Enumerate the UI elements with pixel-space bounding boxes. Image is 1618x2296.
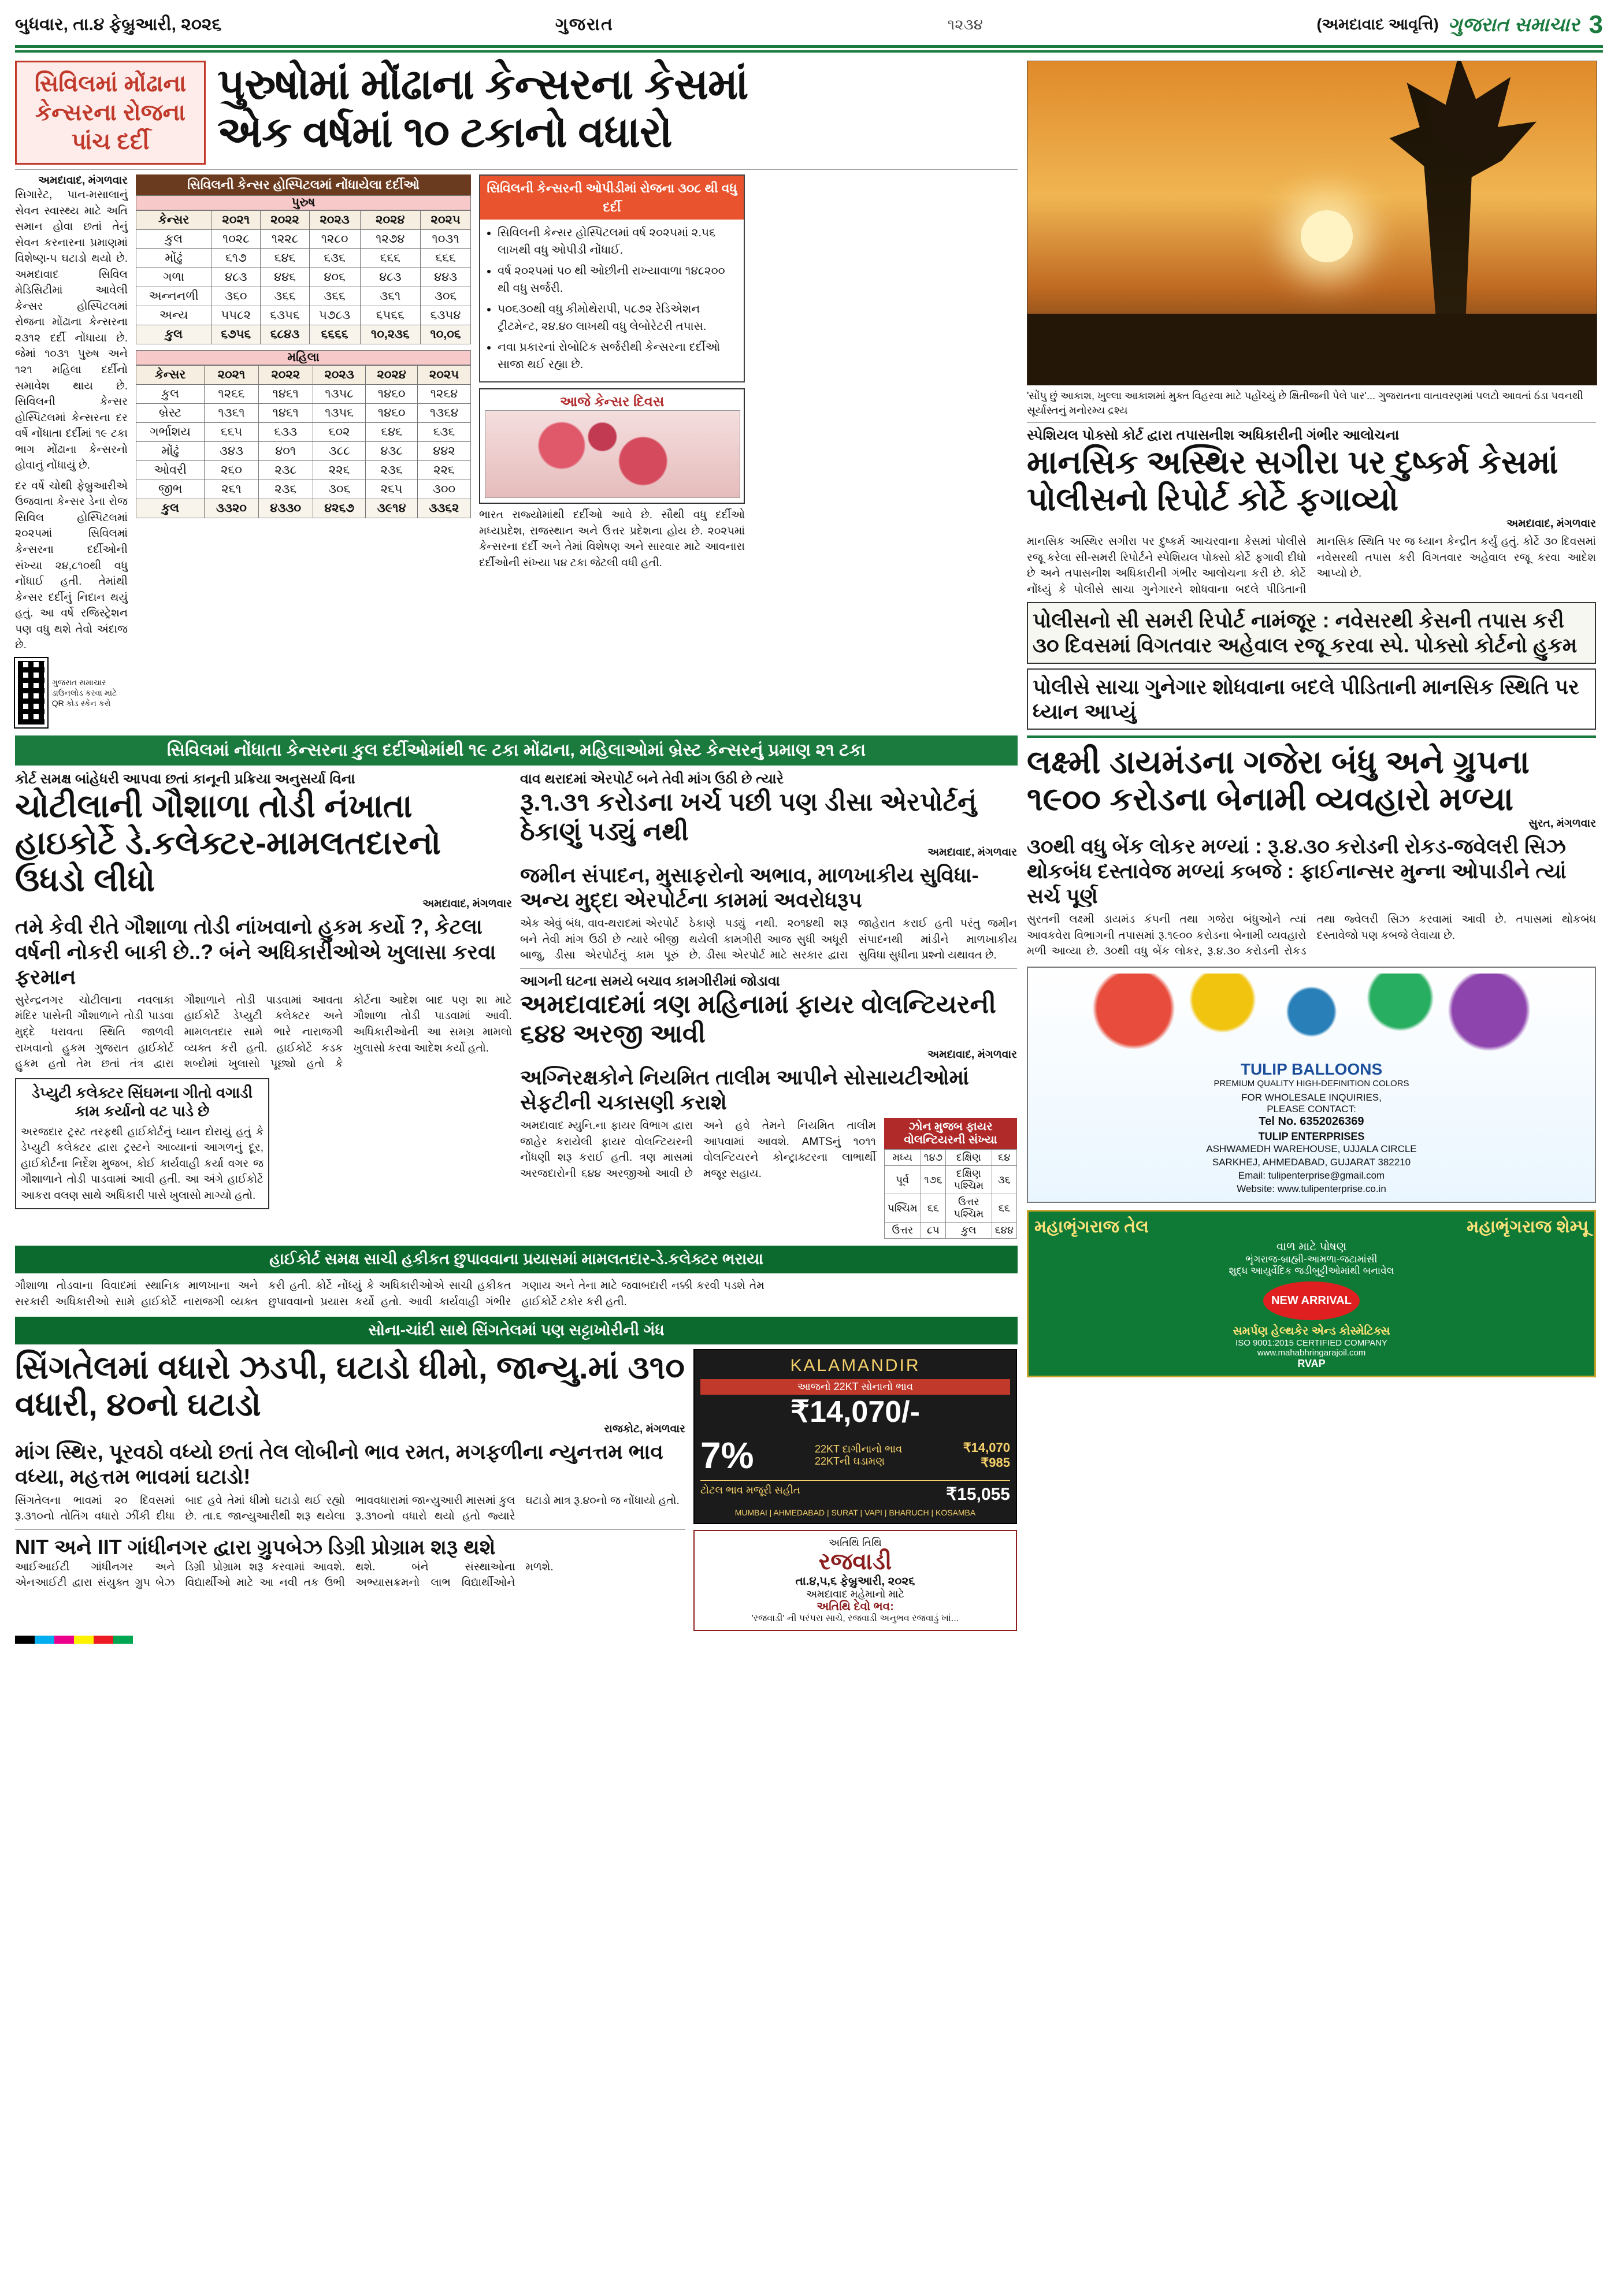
ad-tulip-addr2: SARKHEJ, AHMEDABAD, GUJARAT 382210 — [1212, 1156, 1411, 1168]
story-fire-body: અમદાવાદ મ્યુનિ.ના ફાયર વિભાગ દ્વારા જાહેર કરાયેલી ફાયર વોલન્ટિયરની નોંધણી શરૂ કરાઈ હતી. ત્રણ માસમાં અરજદારોની ૬૪૪ અરજીઓ આવી છે અને હવે તેમને નિયમિત તાલીમ આપવામાં આવશે. AMTSનું ૧૦૧૧ વોલન્ટિયરને કોન્ટ્રાક્ટરના લાભાર્થી મજૂર સહાય. — [520, 1120, 876, 1180]
table-row — [136, 211, 471, 230]
lead-headline-block — [15, 61, 1018, 165]
ad-kalamandir-cities: MUMBAI | AHMEDABAD | SURAT | VAPI | BHARUCH | KOSAMBA — [734, 1508, 976, 1518]
ad-kalamandir-total: ₹15,055 — [946, 1485, 1010, 1504]
story-nit-headline: NIT અને IIT ગાંધીનગર દ્વારા ગ્રુપબેઝ ડિગ્રી પ્રોગ્રામ શરૂ થશે — [15, 1535, 496, 1559]
list-item: • સિવિલની કેન્સર હોસ્પિટલમાં વર્ષ ૨૦૨૫માં ૨.૫૬ લાખથી વધુ ઓપીડી નોંધાઈ. — [498, 224, 739, 259]
table-row: અન્ય ૫૫૮૨ ૬૩૫૬ ૫૭૮૩ ૬૫૬૬ ૬૩૫૪ — [136, 306, 471, 325]
list-item: • નવા પ્રકારનાં રોબોટિક સર્જરીથી કેન્સરના દર્દીઓ સાજા થઈ રહ્યા છે. — [498, 339, 739, 373]
cancer-table-title: સિવિલની કેન્સર હોસ્પિટલમાં નોંધાયેલા દર્દીઓ — [136, 174, 471, 195]
table-row: પશ્ચિમ ૬૬ ઉત્તર પશ્ચિમ ૬૬ — [885, 1194, 1017, 1223]
ad-kalamandir-offer-label: આજનો 22KT સોનાનો ભાવ — [700, 1379, 1010, 1395]
masthead-logo: ગુજરાત સમાચાર — [1448, 13, 1580, 36]
ad-rajwadi-note: 'રજવાડી' ની પરંપરા સાચે, રજવાડી અનુભવ રજવાડું ખાં... — [751, 1614, 959, 1624]
story-gaushala-sidebar-title: ડેપ્યુટી કલેક્ટર સિંઘમના ગીતો વગાડી કામ કર્યાનો વટ પાડે છે — [31, 1083, 253, 1120]
ad-rajwadi-date: તા.૪,૫,૬ ફેબ્રુઆરી, ૨૦૨૬ — [795, 1575, 915, 1588]
table-row: ગર્ભાશય ૬૬૫ ૬૩૩ ૬૦૨ ૬૪૬ ૬૩૬ — [136, 423, 471, 442]
table-men-caption: પુરુષ — [136, 195, 471, 210]
hc-ribbon: હાઈકોર્ટ સમક્ષ સાચી હકીકત છુપાવવાના પ્રયાસમાં મામલતદાર-ડે.કલેક્ટર ભરાયા — [15, 1246, 1018, 1273]
story-fire-byline: અમદાવાદ, મંગળવાર — [927, 1049, 1017, 1061]
oil-ribbon: સોના-ચાંદી સાથે સિંગતેલમાં પણ સટ્ટાખોરીની ગંધ — [15, 1317, 1018, 1344]
ad-kalamandir-v1: ₹14,070 — [963, 1440, 1010, 1455]
lead-redbox-text: સિવિલમાં મોંઢાના કેન્સરના રોજના પાંચ દર્દી — [34, 71, 187, 154]
story-oil-byline: રાજકોટ, મંગળવાર — [604, 1423, 685, 1436]
ad-rajwadi-small: અતિથિ તિથિ — [829, 1537, 882, 1549]
qr-code-icon[interactable] — [15, 658, 47, 727]
sun-icon — [1301, 210, 1353, 262]
story-gaushala-sidebar-body: અરજદાર ટ્રસ્ટ તરફથી હાઈકોર્ટનું ધ્યાન દોરાયું હતું કે ડેપ્યુટી કલેક્ટર દ્વારા ટ્રસ્ટને આવ્યાનાં આગળનું દૂર, હાઈકોર્ટના નિર્દેશ મુજબ, કોઈ કાર્યવાહી કર્યા વગર જ ગૌશાળાને તોડી પાડવામાં આવી હતી. આ અંગે હાઈકોર્ટે આકરા વલણ સાથે અધિકારી પાસે ખુલાસો માગ્યો હતો. — [21, 1125, 264, 1202]
lead-text-column — [15, 174, 128, 727]
right-column — [1027, 61, 1596, 1644]
page-number: 3 — [1589, 10, 1603, 39]
ad-kalamandir-total-label: ટોટલ ભાવ મજૂરી સહીત — [700, 1484, 800, 1496]
th: ૨૦૨૨ — [261, 211, 309, 230]
story-oil-headline: સિંગતેલમાં વધારો ઝડપી, ઘટાડો ધીમો, જાન્યુ.માં ૩૧૦ વધારી, ૪૦નો ઘટાડો — [15, 1349, 685, 1423]
ad-tulip-addr1: ASHWAMEDH WAREHOUSE, UJJALA CIRCLE — [1206, 1143, 1417, 1154]
story-pocso-sub2: પોલીસે સાચા ગુનેગાર શોધવાના બદલે પીડિતાની માનસિક સ્થિતિ પર ધ્યાન આપ્યું — [1033, 674, 1579, 723]
cancer-day-box — [479, 388, 745, 504]
ad-rajwadi-tag: અતિથિ દેવો ભવ: — [817, 1600, 894, 1614]
table-row: પૂર્વ ૧૭૬ દક્ષિણ પશ્ચિમ ૩૬ — [885, 1166, 1017, 1194]
lead-headline-line1: પુરુષોમાં મોંઢાના કેન્સરના કેસમાં — [217, 60, 748, 108]
photo-caption: 'સોંપુ છું આકાશ, ખુલ્લા આકાશમાં મુક્ત વિહરવા માટે પહોંચ્યું છે ક્ષિતીજની પેલે પાર'... ગુજરાતના વાતાવરણમાં પલટો આવતાં ઠંડા પવનથી સૂર્યાસ્તનું મનોરમ્ય દ્રશ્ય — [1027, 390, 1583, 417]
list-item: • ૫૦૬૩૦થી વધુ કીમોથેરાપી, ૫૮૭૨ રેડિએશન ટ્રીટમેન્ટ, ૨૪.૪૦ લાખથી વધુ લેબોરેટરી તપાસ. — [498, 300, 739, 335]
table-row: ગળા ૪૮૩ ૪૪૬ ૪૦૬ ૪૮૩ ૪૪૩ — [136, 268, 471, 287]
story-gaushala — [15, 771, 512, 1210]
story-pocso-sub1: પોલીસનો સી સમરી રિપોર્ટ નામંજૂર : નવેસરથી કેસની તપાસ કરી ૩૦ દિવસમાં વિગતવાર અહેવાલ રજૂ કરવા સ્પે. પોક્સો કોર્ટનો હુકમ — [1033, 608, 1578, 657]
th: કેન્સર — [136, 211, 211, 230]
ad-oil-company: સમર્પણ હેલ્થકેર એન્ડ કોસ્મેટિક્સ — [1233, 1324, 1390, 1338]
th: ૨૦૨૫ — [421, 211, 471, 230]
table-row: મોંઢું ૩૪૩ ૪૦૧ ૩૮૮ ૪૩૮ ૪૪૨ — [136, 442, 471, 461]
ad-tulip-sub: PREMIUM QUALITY HIGH-DEFINITION COLORS — [1214, 1078, 1409, 1088]
green-ribbon: સિવિલમાં નોંધાતા કેન્સરના કુલ દર્દીઓમાંથી ૧૯ ટકા મોંઢાના, મહિલાઓમાં બ્રેસ્ટ કેન્સરનું પ્રમાણ ૨૧ ટકા — [15, 735, 1018, 766]
cancer-day-text: ભારત રાજ્યોમાંથી દર્દીઓ આવે છે. સૌથી વધુ દર્દીઓ મધ્યપ્રદેશ, રાજસ્થાન અને ઉત્તર પ્રદેશના હોય છે. ૨૦૨૫માં કેન્સરના દર્દી અને તેમાં વિશેષણ અને સારવાર માટે આવનારા દર્દીઓની સંખ્યા ૫૪ ટકા જેટલી વધી હતી. — [479, 509, 745, 569]
ad-tulip-title: TULIP BALLOONS — [1240, 1060, 1383, 1078]
masthead — [15, 10, 1603, 48]
ad-rajwadi-city: અમદાવાદ મહેમાનો માટે — [806, 1588, 904, 1600]
table-row: ઉત્તર ૮૫ કુલ ૬૪૪ — [885, 1223, 1017, 1239]
ad-oil-logo: RVAP — [1297, 1357, 1326, 1369]
story-airport-byline: અમદાવાદ, મંગળવાર — [927, 846, 1017, 859]
masthead-section: ગુજરાત — [555, 15, 614, 34]
tree-silhouette — [1346, 61, 1563, 333]
table-row: અન્નનળી ૩૬૦ ૩૬૬ ૩૬૬ ૩૬૧ ૩૦૬ — [136, 287, 471, 306]
main-column — [15, 61, 1018, 1644]
opd-box-title: સિવિલની કેન્સરની ઓપીડીમાં રોજના ૩૦૮ થી વધુ દર્દી — [480, 176, 744, 220]
story-airport-sub: જમીન સંપાદન, મુસાફરોનો અભાવ, માળખાકીય સુવિધા-અન્ય મુદ્દા એરપોર્ટના કામમાં અવરોધરૂપ — [520, 863, 979, 912]
ad-tulip-email[interactable]: Email: tulipenterprise@gmail.com — [1238, 1169, 1385, 1181]
table-row: જીભ ૨૬૧ ૨૩૬ ૩૦૬ ૨૬૫ ૩૦૦ — [136, 480, 471, 499]
table-row: કુલ ૧૦૨૮ ૧૨૨૮ ૧૨૮૦ ૧૨૭૪ ૧૦૩૧ — [136, 230, 471, 249]
story-gaushala-headline: ચોટીલાની ગૌશાળા તોડી નંખાતા હાઇકોર્ટે ડે.કલેક્ટર-મામલતદારનો ઉધડો લીધો — [15, 787, 441, 898]
sunset-photo — [1027, 61, 1597, 385]
balloons-image — [1034, 974, 1589, 1060]
story-diamond-byline: સુરત, મંગળવાર — [1528, 817, 1596, 830]
story-hc-body: ગૌશાળા તોડવાના વિવાદમાં સ્થાનિક માળખાના અને સરકારી અધિકારીઓ સામે હાઈકોર્ટે નારાજગી વ્યક્ત કરી હતી. કોર્ટે નોંધ્યું કે અધિકારીઓએ સાચી હકીકત છુપાવવાનો પ્રયાસ કર્યો હતો. આવી કાર્યવાહી ગંભીર ગણાય અને તેના માટે જવાબદારી નક્કી કરવી પડશે તેમ હાઈકોર્ટે ટકોર કરી હતી. — [15, 1280, 765, 1308]
ad-oil-tag: વાળ માટે પોષણ — [1276, 1240, 1347, 1253]
ad-tulip-line1: FOR WHOLESALE INQUIRIES, — [1241, 1091, 1382, 1103]
opd-box — [479, 174, 745, 382]
story-airport-body: એક એવું બંધ, વાવ-થરાદમાં એરપોર્ટ બને તેવી માંગ ઉઠી છે ત્યારે બીજી બાજુ, ડીસા એરપોર્ટનું કામ પૂરું ઠેકાણે પડ્યું નથી. ૨૦૧૪થી શરૂ થયેલી કામગીરી આજ સુધી અધૂરી છે. ડીસા એરપોર્ટ માટે સરકાર દ્વારા જાહેરાત કરાઈ હતી પરંતુ જમીન સંપાદનથી માંડીને માળખાકીય સુવિધા સુધીના પ્રશ્નો યથાવત છે. — [520, 917, 1017, 962]
th: ૨૦૨૧ — [211, 211, 261, 230]
story-nit-body: આઈઆઈટી ગાંધીનગર અને એનઆઈટી દ્વારા સંયુક્ત ગ્રુપ બેઝ ડિગ્રી પ્રોગ્રામ શરૂ કરવામાં આવશે. વિદ્યાર્થીઓ માટે આ નવી તક ઉભી થશે. બંને સંસ્થાઓના અભ્યાસક્રમનો લાભ વિદ્યાર્થીઓને મળશે. — [15, 1561, 554, 1589]
story-oil-body: સિંગતેલના ભાવમાં ૨૦ દિવસમાં રૂ.૩૧૦નો તોતિંગ વધારો ઝીંકી દીધા બાદ હવે તેમાં ધીમો ઘટાડો થઈ રહ્યો છે. તા.૬ જાન્યુઆરીથી શરૂ થયેલા ભાવવધારામાં જાન્યુઆરી માસમાં કુલ રૂ.૩૧૦નો વધારો થયો હતો જ્યારે ઘટાડો માત્ર રૂ.૪૦નો જ નોંધાયો હતો. — [15, 1494, 680, 1523]
ad-oil-line1: ભૃંગરાજ-બ્રાહ્મી-આમળા-જટામાંસી — [1245, 1253, 1378, 1265]
ad-kalamandir-price: ₹14,070/- — [791, 1395, 920, 1429]
th: ૨૦૨૪ — [360, 211, 421, 230]
zone-table-title: ઝોન મુજબ ફાયર વોલન્ટિયરની સંખ્યા — [884, 1118, 1017, 1149]
table-row: મધ્ય ૧૪૭ દક્ષિણ ૬૪ — [885, 1150, 1017, 1166]
table-row: મોંઢું ૬૧૭ ૬૪૬ ૬૩૬ ૬૬૬ ૬૬૬ — [136, 249, 471, 268]
ad-oil-brand1: મહાભૃંગરાજ તેલ — [1034, 1217, 1149, 1236]
qr-caption: ગુજરાત સમાચાર ડાઉનલોડ કરવા માટે QR કોડ સ્કેન કરો — [51, 677, 117, 708]
story-fire-kicker: આગની ઘટના સમયે બચાવ કામગીરીમાં જોડાવા — [520, 973, 780, 989]
cancer-day-title: આજે કેન્સર દિવસ — [559, 394, 665, 410]
masthead-folio: ૧૨૩૪ — [947, 16, 983, 33]
story-pocso-kicker: સ્પેશિયલ પોક્સો કોર્ટ દ્વારા તપાસનીશ અધિકારીની ગંભીર આલોચના — [1027, 428, 1400, 444]
zone-table — [884, 1149, 1017, 1239]
ad-oil-iso: ISO 9001:2015 CERTIFIED COMPANY — [1235, 1338, 1387, 1348]
lead-intro-2: દર વર્ષે ચોથી ફેબ્રુઆરીએ ઉજવાતા કેન્સર ડેના રોજ સિવિલ હોસ્પિટલમાં ૨૦૨૫માં સિવિલમાં કેન્સરના દર્દીઓની સંખ્યા ૨૪,૮૧૦થી વધુ નોંધાઈ હતી. તેમાંથી કેન્સર દર્દીનું નિદાન થયું હતું. આ વર્ષે રજિસ્ટ્રેશન પણ વધુ થશે તેવો અંદાજ છે. — [15, 480, 128, 652]
story-gaushala-body: સુરેન્દ્રનગર ચોટીલાના નવલાકા મંદિર પાસેની ગૌશાળાને તોડી પાડવા મુદ્દે ધરાવતા સ્થિતિ જાળવી રાખવાનો હુકમ ગુજરાત હાઈકોર્ટ હુકમ હતો તેમ છતાં તંત્ર દ્વારા ગૌશાળાને તોડી પાડવામાં આવતા હાઈકોર્ટે ડેપ્યુટી કલેક્ટર અને મામલતદાર સામે ભારે નારાજગી વ્યક્ત કરી હતી. હાઈકોર્ટે કડક શબ્દોમાં ખુલાસો પૂછ્યો હતો કે કોર્ટના આદેશ બાદ પણ શા માટે ગૌશાળા તોડી પાડવામાં આવી. અધિકારીઓની આ સમગ્ર મામલો ખુલાસો કરવા આદેશ કર્યો હતો. — [15, 994, 512, 1071]
ad-kalamandir-percent: 7% — [700, 1435, 754, 1477]
table-row: કુલ ૧૨૬૬ ૧૪૬૧ ૧૩૫૮ ૧૪૬૦ ૧૨૬૪ — [136, 385, 471, 404]
story-airport-headline: રૂ.૧.૩૧ કરોડના ખર્ચ પછી પણ ડીસા એરપોર્ટનું ઠેકાણું પડ્યું નથી — [520, 787, 977, 846]
ad-tulip-company: TULIP ENTERPRISES — [1258, 1130, 1365, 1142]
story-diamond-headline: લક્ષ્મી ડાયમંડના ગજેરા બંધુ અને ગ્રુપના ૧૯૦૦ કરોડના બેનામી વ્યવહારો મળ્યા — [1027, 743, 1530, 817]
table-women — [136, 365, 471, 518]
story-fire-sub: અગ્નિરક્ષકોને નિયમિત તાલીમ આપીને સોસાયટીઓમાં સેફટીની ચકાસણી કરાશે — [520, 1065, 969, 1114]
table-women-caption: મહિલા — [136, 350, 471, 365]
story-pocso-headline: માનસિક અસ્થિર સગીરા પર દુષ્કર્મ કેસમાં પોલીસનો રિપોર્ટ કોર્ટે ફગાવ્યો — [1027, 444, 1558, 518]
ad-rajwadi[interactable] — [693, 1530, 1017, 1631]
masthead-date: બુધવાર, તા.૪ ફેબ્રુઆરી, ૨૦૨૬ — [15, 15, 222, 34]
ad-tulip-tel[interactable]: Tel No. 6352026369 — [1259, 1114, 1364, 1128]
masthead-edition: (અમદાવાદ આવૃત્તિ) — [1316, 16, 1439, 33]
table-row: કુલ ૬૭૫૬ ૬૮૪૩ ૬૬૬૬ ૧૦,૨૩૬ ૧૦,૦૬ — [136, 325, 471, 344]
story-pocso-body: માનસિક અસ્થિર સગીરા પર દુષ્કર્મ આચરવાના કેસમાં પોલીસે રજૂ કરેલા સી-સમરી રિપોર્ટને સ્પેશિયલ પોક્સો કોર્ટે ફગાવી દીધો છે અને તપાસનીશ અધિકારીની ગંભીર આલોચના કરી છે. કોર્ટે નોંધ્યું કે પોલીસે સાચા ગુનેગારને શોધવાના બદલે પીડિતાની માનસિક સ્થિતિ પર જ ધ્યાન કેન્દ્રીત કર્યું હતું. કોર્ટે ૩૦ દિવસમાં નવેસરથી તપાસ કરી વિગતવાર અહેવાલ રજૂ કરવા આદેશ આપ્યો છે. — [1027, 536, 1596, 596]
ad-kalamandir-l2: 22KTની ઘડામણ — [814, 1455, 885, 1467]
story-diamond-sub: ૩૦થી વધુ બેંક લોકર મળ્યાં : રૂ.૪.૩૦ કરોડની રોકડ-જવેલરી સિઝ થોકબંધ દસ્તાવેજ મળ્યાં કબજે : ફાઈનાન્સર મુન્ના ઓપાડીને ત્યાં સર્ચ પૂર્ણ — [1027, 834, 1567, 908]
ad-mahabhringraj[interactable] — [1027, 1210, 1596, 1377]
ad-tulip-balloons[interactable] — [1027, 967, 1596, 1203]
cancer-tables — [136, 174, 471, 518]
table-row: ઓવરી ૨૬૦ ૨૩૮ ૨૨૬ ૨૩૬ ૨૨૬ — [136, 461, 471, 480]
table-row: બ્રેસ્ટ ૧૩૬૧ ૧૪૬૧ ૧૩૫૬ ૧૪૬૦ ૧૩૬૪ — [136, 404, 471, 423]
story-diamond-body: સુરતની લક્ષ્મી ડાયમંડ કંપની તથા ગજેરા બંધુઓને ત્યાં આવકવેરા વિભાગની તપાસમાં રૂ.૧૯૦૦ કરોડના બેનામી વ્યવહારો મળી આવ્યા છે. ૩૦થી વધુ બેંક લોકર, રૂ.૪.૩૦ કરોડની રોકડ તથા જ્વેલરી સિઝ કરવામાં આવી છે. તપાસમાં થોકબંધ દસ્તાવેજો પણ કબજે લેવાયા છે. — [1027, 913, 1596, 958]
ad-oil-line2: શુદ્ધ આયુર્વેદિક જડીબુટ્ટીઓમાંથી બનાવેલ — [1229, 1265, 1394, 1276]
ad-kalamandir-brand: KALAMANDIR — [790, 1356, 921, 1376]
ad-oil-web[interactable]: www.mahabhringarajoil.com — [1257, 1347, 1366, 1358]
story-fire-headline: અમદાવાદમાં ત્રણ મહિનામાં ફાયર વોલન્ટિયરની ૬૪૪ અરજી આવી — [520, 990, 996, 1048]
table-row: કુલ ૩૩૨૦ ૪૩૩૦ ૪૨૬૭ ૩૯૧૪ ૩૩૬૨ — [136, 499, 471, 518]
story-pocso-byline: અમદાવાદ, મંગળવાર — [1506, 518, 1596, 530]
story-airport-kicker: વાવ થરાદમાં એરપોર્ટ બને તેવી માંગ ઉઠી છે ત્યારે — [520, 771, 784, 787]
ad-kalamandir-l1: 22KT દાગીનાનો ભાવ — [814, 1443, 903, 1455]
ad-tulip-web[interactable]: Website: www.tulipenterprise.co.in — [1237, 1183, 1386, 1194]
lead-headline-line2: એક વર્ષમાં ૧૦ ટકાનો વધારો — [217, 107, 672, 156]
ad-rajwadi-brand: રજવાડી — [818, 1549, 892, 1575]
cmyk-registration-marks — [15, 1636, 1018, 1644]
cancer-cells-image — [485, 410, 740, 498]
story-airport — [520, 771, 1017, 1239]
list-item: • વર્ષ ૨૦૨૫માં ૫૦ થી ઓછીની રાખ્યાવાળા ૧૪૮૨૦૦ થી વધુ સર્જરી. — [498, 262, 739, 297]
story-oil-sub: માંગ સ્થિર, પૂરવઠો વધ્યો છતાં તેલ લોબીનો ભાવ રમત, મગફળીના ન્યુનત્તમ ભાવ વધ્યા, મહત્તમ ભાવમાં ઘટાડો! — [15, 1440, 663, 1489]
ad-oil-brand2: મહાભૃંગરાજ શેમ્પૂ — [1467, 1217, 1589, 1236]
opd-column — [479, 174, 745, 571]
lead-byline: અમદાવાદ, મંગળવાર — [38, 174, 128, 187]
story-gaushala-byline: અમદાવાદ, મંગળવાર — [422, 898, 512, 911]
table-men — [136, 210, 471, 344]
ad-kalamandir[interactable] — [693, 1349, 1017, 1524]
lead-redbox — [15, 61, 206, 165]
lead-intro: સિગારેટ, પાન-મસાલાનું સેવન સ્વાસ્થ્ય માટે અતિ સમાન હોવા છતાં તેનું સેવન કરનારના પ્રમાણમાં વિશેષ્ણ-૫ ઘટાડો થયો છે. અમદાવાદ સિવિલ મેડિસિટીમાં આવેલી કેન્સર હોસ્પિટલમાં રોજના મોંઢાના કેન્સરના ૨૩૧૨ દર્દી નોંધાયા છે. જેમાં ૧૦૩૧ પુરુષ અને ૧૨૧ મહિલા દર્દીનો સમાવેશ થાય છે. સિવિલની કેન્સર હોસ્પિટલમાં કેન્સરના દર વર્ષે નોંધાતા દર્દીમાં ૧૯ ટકા ભાગ મોંઢાના કેન્સરનો હોવાનું નોંધાયું છે. — [15, 189, 128, 472]
ad-oil-new-arrival-badge: NEW ARRIVAL — [1263, 1281, 1360, 1320]
story-gaushala-sub: તમે કેવી રીતે ગૌશાળા તોડી નાંખવાનો હુકમ કર્યો ?, કેટલા વર્ષની નોકરી બાકી છે..? બંને અધિકારીઓએ ખુલાસા કરવા ફરમાન — [15, 915, 496, 989]
th: ૨૦૨૩ — [309, 211, 360, 230]
horizon — [1027, 314, 1597, 385]
masthead-rule — [15, 50, 1603, 53]
ad-tulip-line2: PLEASE CONTACT: — [1267, 1103, 1356, 1114]
story-gaushala-kicker: કોર્ટ સમક્ષ બાંહેધરી આપવા છતાં કાનૂની પ્રક્રિયા અનુસર્યા વિના — [15, 771, 355, 787]
ad-kalamandir-v2: ₹985 — [981, 1455, 1010, 1470]
table-row: કેન્સર ૨૦૨૧ ૨૦૨૨ ૨૦૨૩ ૨૦૨૪ ૨૦૨૫ — [136, 366, 471, 385]
